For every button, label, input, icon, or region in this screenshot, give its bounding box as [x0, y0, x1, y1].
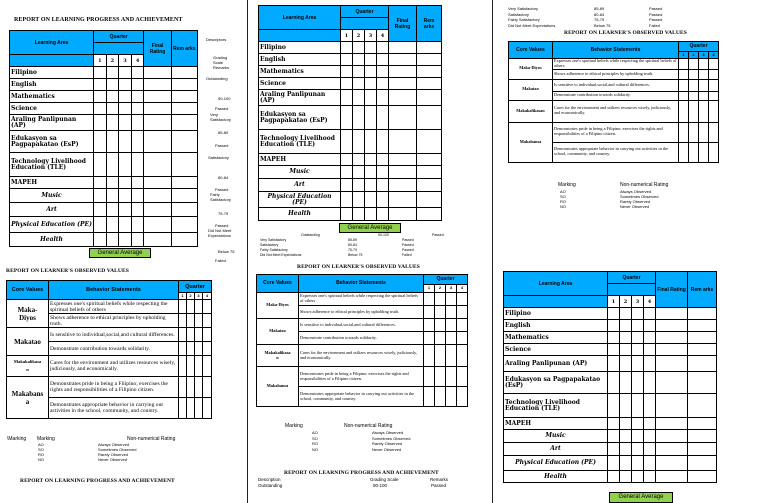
behavior-statement: Is sensitive to individual,social,and cultural differences.: [553, 79, 679, 91]
desc-outstanding: Outstanding: [206, 76, 228, 81]
la-esp: Edukasyon sa Pagpapakatao (EsP): [10, 131, 94, 153]
la-art: Art: [10, 203, 94, 217]
core-maka-diyos: Maka- Diyos: [7, 300, 49, 328]
la-science: Science: [10, 103, 94, 115]
la-mapeh: MAPEH: [10, 177, 94, 189]
quarter-header: Quarter: [424, 275, 468, 285]
desc-passed-2: Passed: [215, 143, 229, 148]
marking-codes: AO SO RO NO: [38, 442, 44, 462]
quarter-header: Quarter: [94, 31, 144, 43]
core-values-header: Core Values: [509, 42, 553, 59]
behavior-statement: Demonstrates appropriate behavior in carrying out activities in the school, community, and country.: [299, 387, 424, 407]
desc-r90: 90-100: [218, 96, 231, 101]
general-average: General Average: [339, 223, 401, 233]
quarter-header: Quarter: [179, 281, 212, 293]
learning-areas-table-1: [9, 30, 198, 247]
desc-list-ranges: 85-89 80-84 75-79 Below 75: [594, 6, 611, 28]
core-maka-diyos: Maka-Diyos: [257, 293, 299, 319]
la-math: Mathematics: [10, 91, 94, 103]
desc-list-ranges: 85-89 80-84 75-79 Below 75: [348, 238, 363, 257]
desc-list-remarks: Passed Passed Passed Failed: [649, 6, 663, 28]
la-ap: Araling Panlipunan (AP): [259, 90, 341, 106]
desc-list-remarks: Passed Passed Passed Failed: [402, 238, 414, 257]
marking-ratings: Always Observed Sometimes Observed Rarely Observed Never Observed: [620, 189, 659, 209]
bottom-range: 90-100: [373, 483, 388, 488]
bottom-passed: Passed: [431, 483, 447, 488]
marking-prefix: \Marking: [7, 436, 27, 442]
desc-list-names: Very Satisfactory Satisfactory Fairly Satisfactory Did Not Meet Expectations: [260, 238, 302, 257]
la-english: English: [259, 54, 341, 66]
behavior-statement: Demonstrates appropriate behavior in carrying out activities in the school, community, and country.: [553, 142, 679, 162]
q4-header: 4: [131, 55, 144, 67]
nonnum-label: Non-numerical Rating: [127, 436, 176, 442]
remarks-header: Rem arks: [171, 31, 197, 67]
la-health: Health: [10, 233, 94, 247]
la-ap: Araling Panlipunan (AP): [504, 356, 608, 372]
la-pe: Physical Education (PE): [504, 456, 608, 471]
desc-r85: 85-89: [218, 130, 229, 135]
la-tle: Technology Livelihood Education (TLE): [259, 130, 341, 154]
bottom-remarks: Remarks: [430, 477, 449, 482]
behavior-statement: Is sensitive to individual,social,and cultural differences.: [49, 328, 179, 342]
marking-label: Marking: [285, 423, 303, 429]
desc-very-sat: Very Satisfactory: [210, 112, 231, 122]
remarks-header: Rem arks: [688, 272, 717, 308]
behavior-statement: Demonstrate contribution towards solidarity.: [553, 91, 679, 100]
core-values-header: Core Values: [7, 281, 49, 300]
la-art: Art: [504, 443, 608, 456]
la-tle: Technology Livelihood Education (TLE): [504, 394, 608, 418]
desc-r80: 80-84: [218, 175, 229, 180]
desc-list-names: Very Satisfactory Satisfactory Fairly Satisfactory Did Not Meet Expectations: [508, 6, 556, 28]
la-filipino: Filipino: [504, 308, 608, 320]
desc-passed-3: Passed: [215, 187, 229, 192]
final-rating-header: Final Rating: [389, 6, 417, 42]
behavior-statement: Shows adherence to ethical principles by upholding truth.: [299, 306, 424, 319]
la-math: Mathematics: [504, 332, 608, 344]
la-ap: Araling Panlipunan (AP): [10, 115, 94, 131]
quarter-header: Quarter: [341, 6, 389, 18]
report-progress-title-2: REPORT ON LEARNING PROGRESS AND ACHIEVEMENT: [284, 470, 439, 476]
marking-ratings: Always Observed Sometimes Observed Rarely Observed Never Observed: [372, 430, 411, 452]
core-makakalikasan: Makakalikasan: [509, 100, 553, 122]
behavior-statement: Shows adherence to ethical principles by upholding truth.: [553, 69, 679, 79]
la-pe: Physical Education (PE): [259, 192, 341, 208]
desc-passed-1: Passed: [215, 106, 229, 111]
la-esp: Edukasyon sa Pagpapakatao (EsP): [259, 106, 341, 130]
behavior-statement: Demonstrate contribution towards solidarity.: [299, 332, 424, 345]
observed-values-table-1: Core Values Behavior Statements Quarter 1 2 3 4 Maka- Diyos Expresses one's spiritual beliefs while respecting the spiritual beliefs of others Shows adherence to ethical principles by upholding truth. Makatao Is sensitive to individual,social,and cultural differences. Demonstrate contribution towards solidarity. Makakalikasa n Cares for the environment and utilizes resources wisely, judiciously, and economically. Makabans a Demonstrates pride in being a Filipino; exercises the rights and responsibilities of a Filipino citizen. Demonstrates appropriate behavior in carrying out activities in the school, community, and country.: [6, 280, 212, 419]
marking-ratings: Always Observed Sometimes Observed Rarely Observed Never Observed: [98, 442, 137, 462]
marking-label: Marking: [558, 182, 576, 188]
desc-passed-4: Passed: [215, 223, 229, 228]
desc-row: 90-100: [378, 233, 389, 237]
behavior-statement: Demonstrates appropriate behavior in carrying out activities in the school, community, and country.: [49, 398, 179, 419]
behavior-statement: Cares for the environment and utilizes resources wisely, judiciously, and economically.: [49, 356, 179, 377]
desc-sat: Satisfactory: [208, 155, 229, 160]
la-health: Health: [259, 208, 341, 221]
learning-areas-table-3: Learning Area Quarter Final Rating Rem arks 1 2 3 4 Filipino English Mathematics Science Araling Panlipunan (AP) Edukasyon sa Pagpapakatao (EsP) Technology Livelihood Education (TLE) MAPEH Music Art Physical Education (PE) Health: [503, 271, 717, 483]
core-makabansa: Makabansa: [509, 122, 553, 162]
behavior-statement: Demonstrates pride in being a Filipino; exercises the rights and responsibilities of a Filipino citizen.: [299, 367, 424, 387]
core-makatao: Makatao: [257, 319, 299, 345]
la-filipino: Filipino: [259, 42, 341, 54]
behavior-header: Behavior Statements: [49, 281, 179, 300]
quarter-header: Quarter: [608, 272, 656, 284]
desc-fairly: Fairly Satisfactory: [210, 192, 231, 202]
behavior-statement: Cares for the environment and utilizes resources wisely, judiciously, and economically.: [299, 345, 424, 367]
behavior-statement: Expresses one's spiritual beliefs while respecting the spiritual beliefs of others: [49, 300, 179, 314]
final-rating-header: Final Rating: [656, 272, 688, 308]
behavior-statement: Cares for the environment and utilizes resources wisely, judiciously, and economically.: [553, 100, 679, 122]
desc-r75: 75-79: [218, 211, 229, 216]
la-health: Health: [504, 471, 608, 483]
core-maka-diyos: Maka-Diyos: [509, 59, 553, 80]
observed-title-2: REPORT ON LEARNER'S OBSERVED VALUES: [297, 264, 420, 270]
report-progress-title-bottom: REPORT ON LEARNING PROGRESS AND ACHIEVEMENT: [20, 478, 175, 484]
desc-failed: Failed: [215, 258, 226, 263]
la-science: Science: [259, 78, 341, 90]
marking-label: Marking: [37, 436, 55, 442]
grading-scale-label: Grading Scale Remarks: [213, 55, 230, 70]
q3-header: 3: [119, 55, 132, 67]
column-divider: [247, 0, 248, 503]
la-music: Music: [504, 430, 608, 443]
la-math: Mathematics: [259, 66, 341, 78]
la-english: English: [10, 79, 94, 91]
bottom-description: Description: [258, 477, 281, 482]
la-esp: Edukasyon sa Pagpapakatao (EsP): [504, 372, 608, 394]
la-filipino: Filipino: [10, 67, 94, 79]
learning-area-header: Learning Area: [259, 6, 341, 30]
observed-title-1: REPORT ON LEARNER'S OBSERVED VALUES: [6, 268, 129, 274]
core-values-header: Core Values: [257, 275, 299, 293]
observed-title-3: REPORT ON LEARNER'S OBSERVED VALUES: [564, 30, 687, 36]
quarter-header: Quarter: [679, 42, 719, 52]
nonnum-label: Non-numerical Rating: [344, 423, 393, 429]
core-makakalikasan: Makakalikasa n: [7, 356, 49, 377]
core-makabansa: Makabansa: [257, 367, 299, 407]
q2-header: 2: [106, 55, 119, 67]
nonnum-label: Non-numerical Rating: [620, 182, 669, 188]
learning-area-header: Learning Area: [504, 272, 608, 296]
marking-codes: AO SO RO NO: [312, 430, 318, 452]
la-art: Art: [259, 179, 341, 192]
la-mapeh: MAPEH: [504, 418, 608, 430]
behavior-statement: Shows adherence to ethical principles by upholding truth.: [49, 314, 179, 328]
behavior-statement: Expresses one's spiritual beliefs while respecting the spiritual beliefs of others: [299, 293, 424, 306]
behavior-statement: Is sensitive to individual,social,and cultural differences.: [299, 319, 424, 332]
bottom-outstanding: Outstanding: [258, 483, 283, 488]
descriptors-label: Descriptors: [206, 37, 227, 42]
desc-did-not: Did Not Meet Expectations: [208, 228, 232, 238]
observed-values-table-2: Core Values Behavior Statements Quarter 1 2 3 4 Maka-Diyos Expresses one's spiritual beliefs while respecting the spiritual beliefs of others Shows adherence to ethical principles by upholding truth. Makatao Is sensitive to individual,social,and cultural differences. Demonstrate contribution towards solidarity. Makakalikasa n Cares for the environment and utilizes resources wisely, judiciously, and economically. Makabansa Demonstrates pride in being a Filipino; exercises the rights and responsibilities of a Filipino citizen. Demonstrates appropriate behavior in carrying out activities in the school, community, and country.: [256, 274, 468, 407]
la-music: Music: [259, 166, 341, 179]
core-makakalikasan: Makakalikasa n: [257, 345, 299, 367]
column-divider: [492, 0, 493, 503]
behavior-statement: Demonstrates pride in being a Filipino; exercises the rights and responsibilities of a Filipino citizen.: [553, 122, 679, 142]
la-tle: Technology Livelihood Education (TLE): [10, 153, 94, 177]
la-english: English: [504, 320, 608, 332]
desc-below: Below 75: [218, 249, 235, 254]
observed-values-table-3: Core Values Behavior Statements Quarter 1 2 3 4 Maka-Diyos Expresses one's spiritual beliefs while respecting the spiritual beliefs of others Shows adherence to ethical principles by upholding truth. Makatao Is sensitive to individual,social,and cultural differences. Demonstrate contribution towards solidarity. Makakalikasan Cares for the environment and utilizes resources wisely, judiciously, and economically. Makabansa Demonstrates pride in being a Filipino; exercises the rights and responsibilities of a Filipino citizen. Demonstrates appropriate behavior in carrying out activities in the school, community, and country.: [508, 41, 719, 163]
la-mapeh: MAPEH: [259, 154, 341, 166]
behavior-statement: Expresses one's spiritual beliefs while respecting the spiritual beliefs of others: [554, 58, 677, 68]
bottom-grading-scale: Grading Scale: [370, 477, 399, 482]
learning-area-header: Learning Area: [10, 31, 94, 55]
core-makatao: Makatao: [7, 328, 49, 356]
behavior-header: Behavior Statements: [553, 42, 679, 59]
general-average: General Average: [609, 492, 673, 503]
report-progress-title: REPORT ON LEARNING PROGRESS AND ACHIEVEMENT: [14, 17, 183, 23]
la-music: Music: [10, 189, 94, 203]
desc-row: Passed: [432, 233, 444, 237]
desc-row: Outstanding: [301, 233, 320, 237]
final-rating-header: Final Rating: [144, 31, 171, 67]
learning-areas-table-2: Learning Area Quarter Final Rating Rem arks 1 2 3 4 Filipino English Mathematics Science Araling Panlipunan (AP) Edukasyon sa Pagpapakatao (EsP) Technology Livelihood Education (TLE) MAPEH Music Art Physical Education (PE) Health: [258, 5, 442, 221]
remarks-header: Rem arks: [417, 6, 442, 42]
general-average: General Average: [89, 248, 151, 258]
la-pe: Physical Education (PE): [10, 217, 94, 233]
q1-header: 1: [94, 55, 107, 67]
la-science: Science: [504, 344, 608, 356]
behavior-header: Behavior Statements: [299, 275, 424, 293]
core-makabansa: Makabans a: [7, 377, 49, 419]
marking-codes: AO SO RO NO: [560, 189, 566, 209]
behavior-statement: Demonstrates pride in being a Filipino; exercises the rights and responsibilities of a Filipino citizen.: [49, 377, 179, 398]
behavior-statement: Demonstrate contribution towards solidarity.: [49, 342, 179, 356]
core-makatao: Makatao: [509, 79, 553, 100]
